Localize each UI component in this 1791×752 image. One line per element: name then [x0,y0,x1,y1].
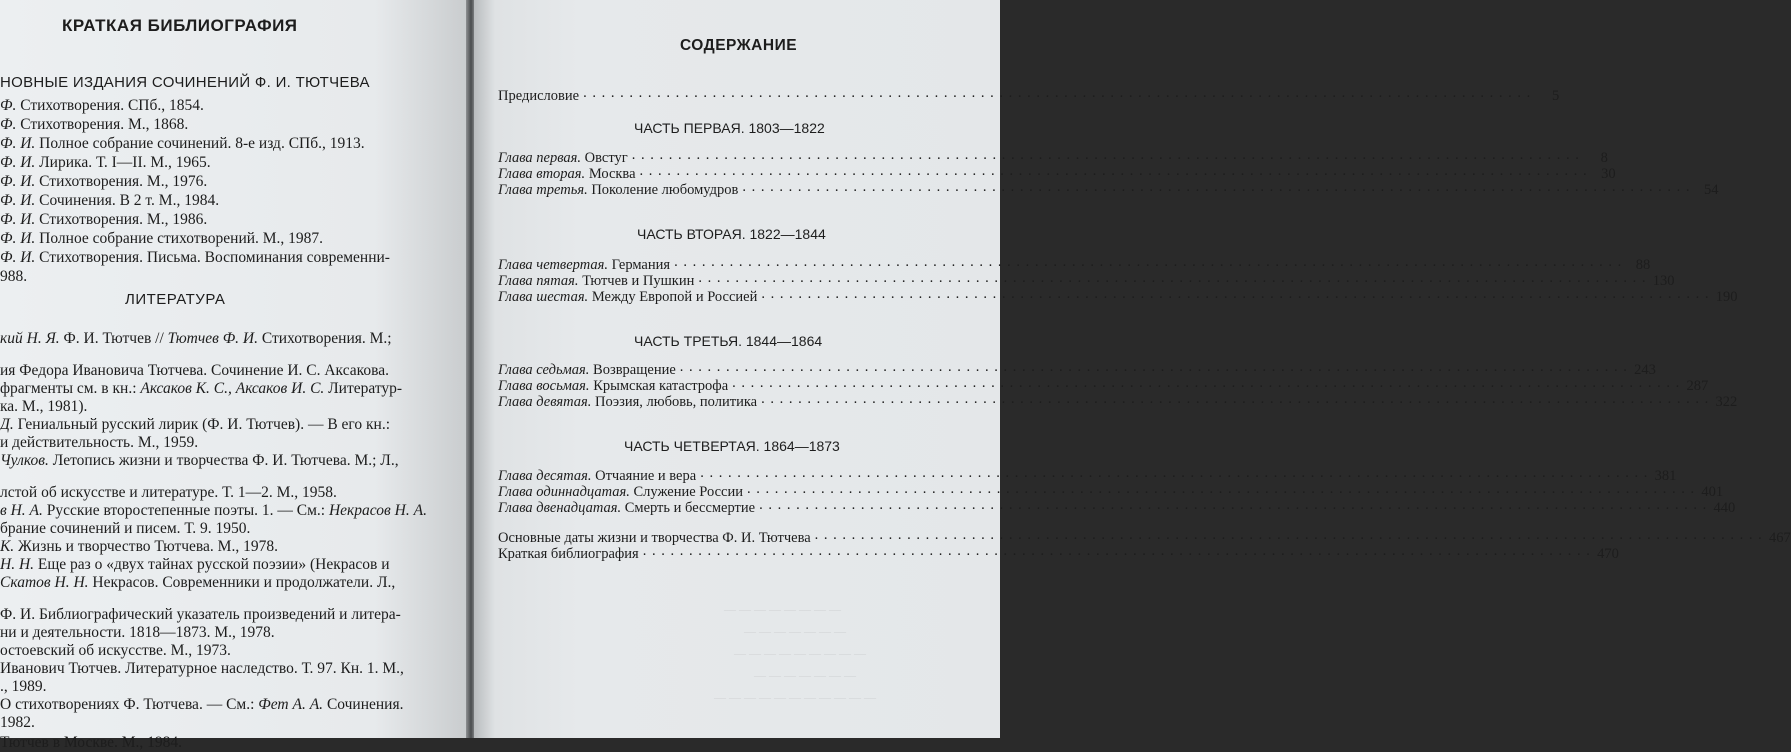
toc-entry: Глава двенадцатая. Смерть и бессмертие . . . 440 [498,500,1436,517]
contents-title: СОДЕРЖАНИЕ [680,37,798,54]
list-item: 988. [0,268,28,285]
toc-entry: Глава девятая. Поэзия, любовь, политика . . . 322 [498,394,1436,411]
toc-entry: Глава одиннадцатая. Служение России . . . 401 [498,484,1436,501]
list-item: Н. Н. Еще раз о «двух тайнах русской поэзии» (Некрасов и [0,556,390,573]
toc-entry: Глава десятая. Отчаяние и вера . . . 381 [498,468,1436,485]
list-item: Чулков. Летопись жизни и творчества Ф. И. Тютчева. М.; Л., [0,452,399,469]
part-heading: ЧАСТЬ ВТОРАЯ. 1822—1844 [637,226,826,242]
part-heading: ЧАСТЬ ЧЕТВЕРТАЯ. 1864—1873 [624,438,840,454]
part-heading: ЧАСТЬ ТРЕТЬЯ. 1844—1864 [634,333,823,349]
list-item: ни и деятельности. 1818—1873. М., 1978. [0,624,275,641]
toc-entry: Глава первая. Овстуг . . . 8 [498,150,1436,167]
toc-entry: Глава вторая. Москва . . . 30 [498,166,1436,183]
toc-entry: Глава четвертая. Германия . . . 88 [498,257,1436,274]
list-item: ., 1989. [0,678,47,695]
list-item: Тютчев в Москве. М., 1984. [0,734,182,751]
toc-entry: Глава шестая. Между Европой и Россией . . . 190 [498,289,1436,306]
list-item: в Н. А. Русские второстепенные поэты. 1. — См.: Некрасов Н. А. [0,502,427,519]
list-item: Ф. Стихотворения. М., 1868. [0,116,189,133]
toc-entry: Предисловие . . . 5 [498,88,1436,105]
list-item: брание сочинений и писем. Т. 9. 1950. [0,520,251,537]
list-item: О стихотворениях Ф. Тютчева. — См.: Фет А. А. Сочинения. [0,696,404,713]
toc-entry: Основные даты жизни и творчества Ф. И. Тютчева . . . 467 [498,530,1436,547]
list-item: К. Жизнь и творчество Тютчева. М., 1978. [0,538,278,555]
list-item: Д. Гениальный русский лирик (Ф. И. Тютчев). — В его кн.: [0,416,391,433]
right-page [474,0,1791,738]
list-item: остоевский об искусстве. М., 1973. [0,642,231,659]
list-item: Ф. И. Стихотворения. М., 1986. [0,211,208,228]
bleed-through-text: — — — — — — — — — — — — — — — — — — — — — — — — — — — — — — — — — — — — — — — — — — [714,602,876,704]
toc-entry: Глава третья. Поколение любомудров . . . 54 [498,182,1436,199]
list-item: Ф. И. Лирика. Т. I—II. М., 1965. [0,154,211,171]
list-item: Ф. И. Сочинения. В 2 т. М., 1984. [0,192,220,209]
list-item: Ф. И. Стихотворения. М., 1976. [0,173,208,190]
list-item: и действительность. М., 1959. [0,434,199,451]
left-page [0,0,468,751]
part-heading: ЧАСТЬ ПЕРВАЯ. 1803—1822 [634,120,825,136]
list-item: Ф. И. Полное собрание сочинений. 8-е изд. СПб., 1913. [0,135,365,152]
list-item: Иванович Тютчев. Литературное наследство. Т. 97. Кн. 1. М., [0,660,404,677]
toc-entry: Глава седьмая. Возвращение . . . 243 [498,362,1436,379]
list-item: ка. М., 1981). [0,398,88,415]
toc-entry: Глава восьмая. Крымская катастрофа . . . 287 [498,378,1436,395]
toc-entry: Глава пятая. Тютчев и Пушкин . . . 130 [498,273,1436,290]
list-item: 1982. [0,714,35,731]
list-item: Ф. И. Полное собрание стихотворений. М., 1987. [0,230,324,247]
editions-heading: НОВНЫЕ ИЗДАНИЯ СОЧИНЕНИЙ Ф. И. ТЮТЧЕВА [0,74,370,91]
list-item: Ф. И. Стихотворения. Письма. Воспоминания современни- [0,249,390,266]
page-title: КРАТКАЯ БИБЛИОГРАФИЯ [62,16,298,35]
list-item: Скатов Н. Н. Некрасов. Современники и продолжатели. Л., [0,574,396,591]
list-item: кий Н. Я. Ф. И. Тютчев // Тютчев Ф. И. Стихотворения. М.; [0,330,392,347]
list-item: Ф. И. Библиографический указатель произведений и литера- [0,606,401,623]
list-item: ия Федора Ивановича Тютчева. Сочинение И. С. Аксакова. [0,362,389,379]
literature-heading: ЛИТЕРАТУРА [125,291,226,308]
list-item: фрагменты см. в кн.: Аксаков К. С., Аксаков И. С. Литератур- [0,380,403,397]
toc-entry: Краткая библиография . . . 470 [498,546,1436,563]
list-item: Ф. Стихотворения. СПб., 1854. [0,97,204,114]
list-item: лстой об искусстве и литературе. Т. 1—2. М., 1958. [0,484,337,501]
